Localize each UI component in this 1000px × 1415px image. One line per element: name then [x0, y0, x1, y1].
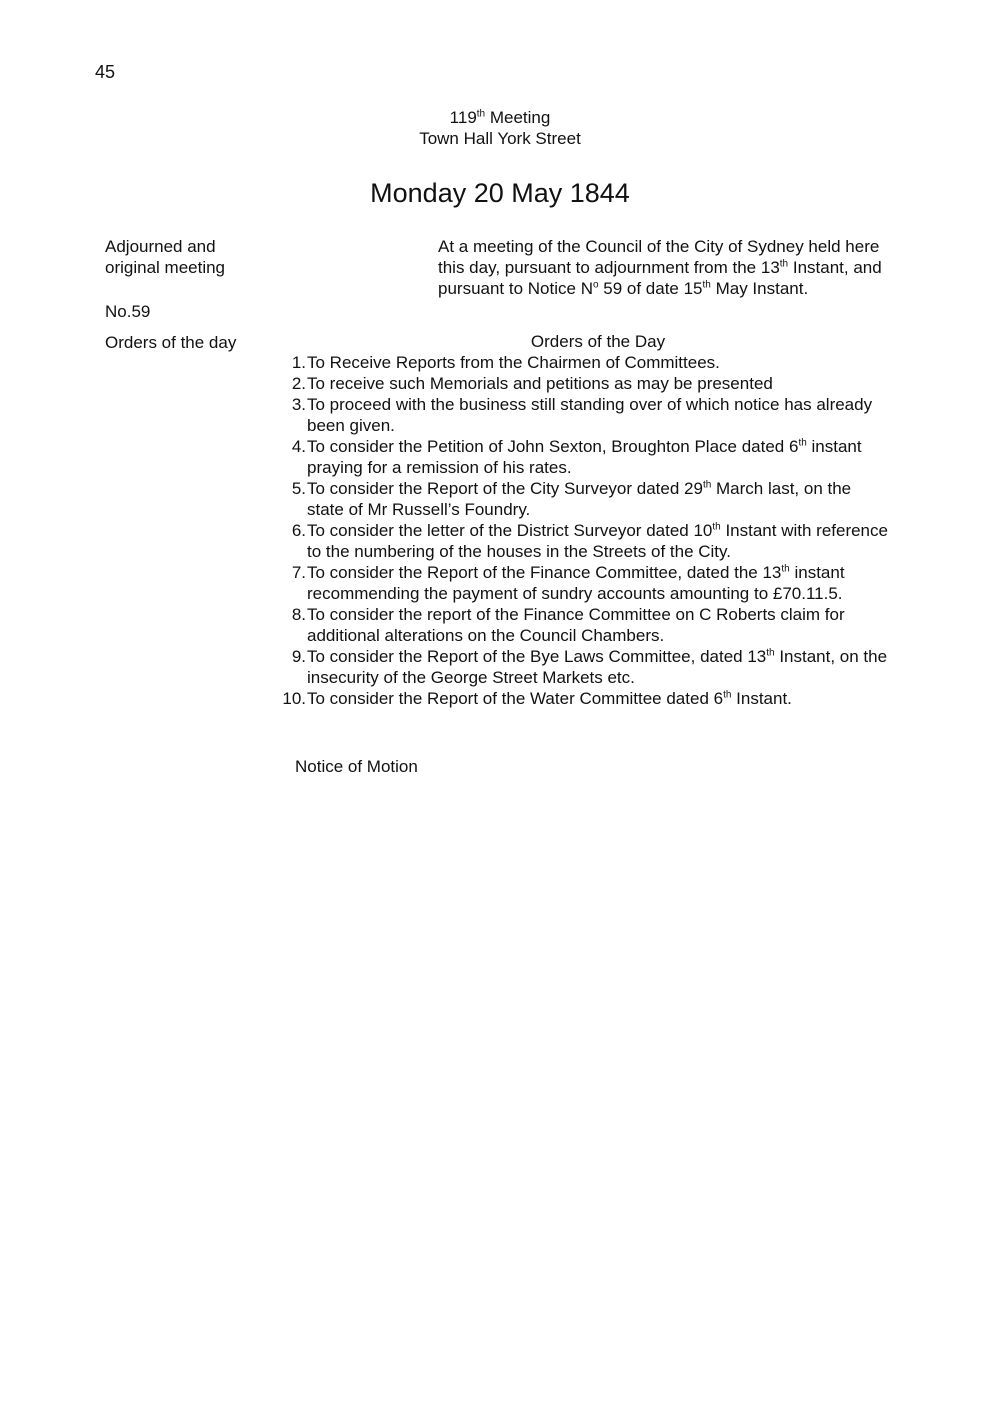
- order-item: [260, 436, 900, 478]
- meeting-place: Town Hall York Street: [419, 129, 581, 148]
- margin-note-adjourned: [105, 236, 305, 278]
- order-text-part: To consider the letter of the District Surveyor dated 10: [307, 521, 713, 540]
- order-text-part: Instant.: [731, 689, 792, 708]
- order-text: [307, 478, 889, 520]
- order-text-part: To receive such Memorials and petitions as may be presented: [307, 374, 773, 393]
- order-number: 6.: [291, 521, 306, 540]
- order-text-part: To consider the Report of the Water Committee dated 6: [307, 689, 724, 708]
- order-text-part: To Receive Reports from the Chairmen of Committees.: [307, 353, 720, 372]
- order-text: [307, 436, 889, 478]
- order-text-part: To consider the report of the Finance Committee on C Roberts claim for additional alterations on the Council Chambers.: [307, 605, 845, 645]
- order-number: 3.: [291, 395, 306, 414]
- order-number: 7.: [291, 563, 306, 582]
- order-text-part: To consider the Report of the Finance Committee, dated the 13: [307, 563, 782, 582]
- order-item: [260, 688, 900, 709]
- order-item: [260, 478, 900, 520]
- order-text: [307, 646, 889, 688]
- order-text: [307, 352, 889, 373]
- margin-note-number: No.59: [105, 302, 151, 321]
- order-text: [307, 373, 889, 394]
- order-number: 1.: [291, 353, 306, 372]
- order-number: 9.: [291, 647, 306, 666]
- order-text-part: To proceed with the business still standing over of which notice has already been given.: [307, 395, 873, 435]
- order-text-part: instant praying for a remission of his rates.: [307, 437, 862, 477]
- order-text-superscript: th: [781, 563, 790, 575]
- order-text: [307, 520, 889, 562]
- intro-part4: May Instant.: [710, 279, 809, 298]
- order-item: [260, 646, 900, 688]
- order-text-part: instant recommending the payment of sundry accounts amounting to £70.11.5.: [307, 563, 845, 603]
- order-text-part: Instant with reference to the numbering of the houses in the Streets of the City.: [307, 521, 888, 561]
- order-item: [260, 604, 900, 646]
- meeting-number-suffix: th: [476, 108, 486, 120]
- order-text-superscript: th: [766, 647, 775, 659]
- order-item: [260, 394, 900, 436]
- orders-list: [260, 352, 900, 709]
- order-text: [307, 562, 889, 604]
- page-number: 45: [95, 62, 116, 82]
- order-text: [307, 688, 889, 709]
- order-text-superscript: th: [712, 521, 721, 533]
- order-number: 4.: [291, 437, 306, 456]
- intro-part3: 59 of date 15: [598, 279, 703, 298]
- meeting-number-value: 119: [449, 108, 477, 127]
- meeting-number: [300, 108, 700, 128]
- intro-part2: Instant, and pursuant to Notice N: [438, 258, 882, 298]
- orders-heading: Orders of the Day: [530, 332, 666, 351]
- order-text-superscript: th: [723, 689, 732, 701]
- meeting-date: Monday 20 May 1844: [370, 178, 630, 208]
- intro-sup1: th: [779, 258, 789, 270]
- notice-of-motion: Notice of Motion: [295, 757, 418, 776]
- order-item: [260, 352, 900, 373]
- order-item: [260, 562, 900, 604]
- order-text-superscript: th: [702, 479, 712, 491]
- order-text: [307, 394, 889, 436]
- order-item: [260, 520, 900, 562]
- order-item: [260, 373, 900, 394]
- margin-note-adjourned-line1: Adjourned and: [105, 237, 216, 256]
- order-number: 2.: [291, 374, 306, 393]
- margin-note-adjourned-line2: original meeting: [105, 258, 226, 277]
- intro-paragraph: [438, 236, 888, 299]
- order-text-superscript: th: [798, 437, 807, 449]
- order-number: 8.: [291, 605, 306, 624]
- order-number: 5.: [291, 479, 306, 498]
- order-text-part: March last, on the state of Mr Russell’s Foundry.: [307, 479, 852, 519]
- intro-sup2: o: [592, 279, 599, 291]
- intro-part1: At a meeting of the Council of the City of Sydney held here this day, pursuant to adjournment from the 13: [438, 237, 880, 277]
- order-text-part: To consider the Report of the Bye Laws Committee, dated 13: [307, 647, 767, 666]
- order-text-part: To consider the Petition of John Sexton, Broughton Place dated 6: [307, 437, 799, 456]
- order-text: [307, 604, 889, 646]
- order-text-part: Instant, on the insecurity of the George Street Markets etc.: [307, 647, 888, 687]
- meeting-word: Meeting: [485, 108, 551, 127]
- order-text-part: To consider the Report of the City Surveyor dated 29: [307, 479, 703, 498]
- intro-sup3: th: [702, 279, 711, 291]
- order-number: 10.: [282, 689, 306, 708]
- margin-note-orders: Orders of the day: [105, 333, 237, 352]
